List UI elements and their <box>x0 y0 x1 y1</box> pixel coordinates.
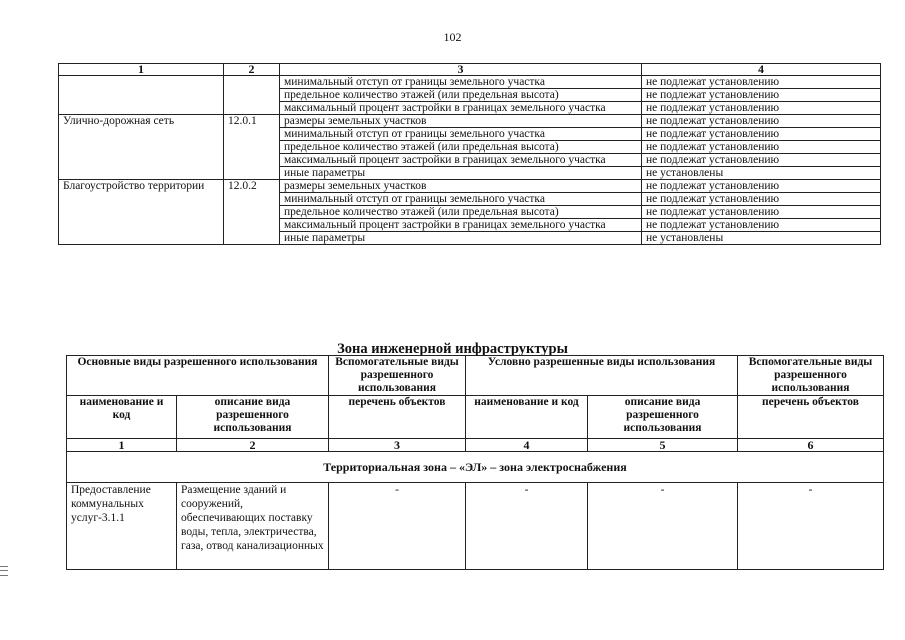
column-header: 1 <box>59 64 224 76</box>
parameter-value: не подлежат установлению <box>642 154 881 167</box>
parameter-name: минимальный отступ от границы земельного участка <box>280 193 642 206</box>
parameter-name: минимальный отступ от границы земельного участка <box>280 128 642 141</box>
header-name-code-2: наименование и код <box>466 396 588 439</box>
use-code: 12.0.2 <box>224 180 280 245</box>
use-name-code: Предоставление коммунальных услуг-3.1.1 <box>67 483 177 570</box>
parameter-name: максимальный процент застройки в границах земельного участка <box>280 102 642 115</box>
table-row <box>59 76 881 89</box>
header-main-uses: Основные виды разрешенного использования <box>67 356 329 396</box>
parameter-name: предельное количество этажей (или предельная высота) <box>280 141 642 154</box>
use-name <box>59 76 224 115</box>
cell-dash: - <box>329 483 466 570</box>
group-header-row <box>67 356 884 396</box>
use-code: 12.0.1 <box>224 115 280 180</box>
parameter-value: не установлены <box>642 167 881 180</box>
parameter-value: не подлежат установлению <box>642 102 881 115</box>
column-header: 3 <box>280 64 642 76</box>
column-number: 6 <box>738 439 884 452</box>
use-description: Размещение зданий и сооружений, обеспечивающих поставку воды, тепла, электричества, газа, отвод канализационных <box>177 483 329 570</box>
column-number: 4 <box>466 439 588 452</box>
parameter-value: не подлежат установлению <box>642 206 881 219</box>
parameter-value: не подлежат установлению <box>642 76 881 89</box>
cell-dash: - <box>466 483 588 570</box>
parameter-name: иные параметры <box>280 232 642 245</box>
header-description-2: описание вида разрешенного использования <box>588 396 738 439</box>
column-header: 2 <box>224 64 280 76</box>
parameters-table <box>58 63 881 245</box>
header-auxiliary-uses-2: Вспомогательные виды разрешенного использования <box>738 356 884 396</box>
zone-row-title: Территориальная зона – «ЭЛ» – зона электроснабжения <box>67 452 884 483</box>
parameter-value: не подлежат установлению <box>642 115 881 128</box>
use-name: Улично-дорожная сеть <box>59 115 224 180</box>
use-name: Благоустройство территории <box>59 180 224 245</box>
zone-title: Зона инженерной инфраструктуры <box>337 341 568 357</box>
page-number: 102 <box>443 30 462 44</box>
header-conditional-uses: Условно разрешенные виды использования <box>466 356 738 396</box>
parameter-name: размеры земельных участков <box>280 180 642 193</box>
parameter-value: не подлежат установлению <box>642 141 881 154</box>
header-objects-list-2: перечень объектов <box>738 396 884 439</box>
column-number: 1 <box>67 439 177 452</box>
parameter-name: максимальный процент застройки в границах земельного участка <box>280 219 642 232</box>
table-row <box>67 483 884 570</box>
column-number-row <box>67 439 884 452</box>
cell-dash: - <box>738 483 884 570</box>
parameter-value: не подлежат установлению <box>642 180 881 193</box>
parameter-name: минимальный отступ от границы земельного участка <box>280 76 642 89</box>
zone-row <box>67 452 884 483</box>
column-number: 5 <box>588 439 738 452</box>
parameter-value: не установлены <box>642 232 881 245</box>
parameter-name: предельное количество этажей (или предельная высота) <box>280 89 642 102</box>
parameter-value: не подлежат установлению <box>642 128 881 141</box>
parameter-value: не подлежат установлению <box>642 193 881 206</box>
table-row <box>59 180 881 193</box>
parameter-value: не подлежат установлению <box>642 89 881 102</box>
table-header-row <box>59 64 881 76</box>
column-header: 4 <box>642 64 881 76</box>
parameters-table-body <box>59 64 881 245</box>
parameter-name: размеры земельных участков <box>280 115 642 128</box>
use-code <box>224 76 280 115</box>
header-objects-list: перечень объектов <box>329 396 466 439</box>
header-description: описание вида разрешенного использования <box>177 396 329 439</box>
column-number: 2 <box>177 439 329 452</box>
header-name-code: наименование и код <box>67 396 177 439</box>
parameter-name: иные параметры <box>280 167 642 180</box>
cell-dash: - <box>588 483 738 570</box>
sub-header-row <box>67 396 884 439</box>
parameter-name: предельное количество этажей (или предельная высота) <box>280 206 642 219</box>
parameter-name: максимальный процент застройки в границах земельного участка <box>280 154 642 167</box>
scan-mark <box>0 566 8 576</box>
table-row <box>59 115 881 128</box>
parameter-value: не подлежат установлению <box>642 219 881 232</box>
column-number: 3 <box>329 439 466 452</box>
zone-table <box>66 355 884 570</box>
header-auxiliary-uses: Вспомогательные виды разрешенного использования <box>329 356 466 396</box>
